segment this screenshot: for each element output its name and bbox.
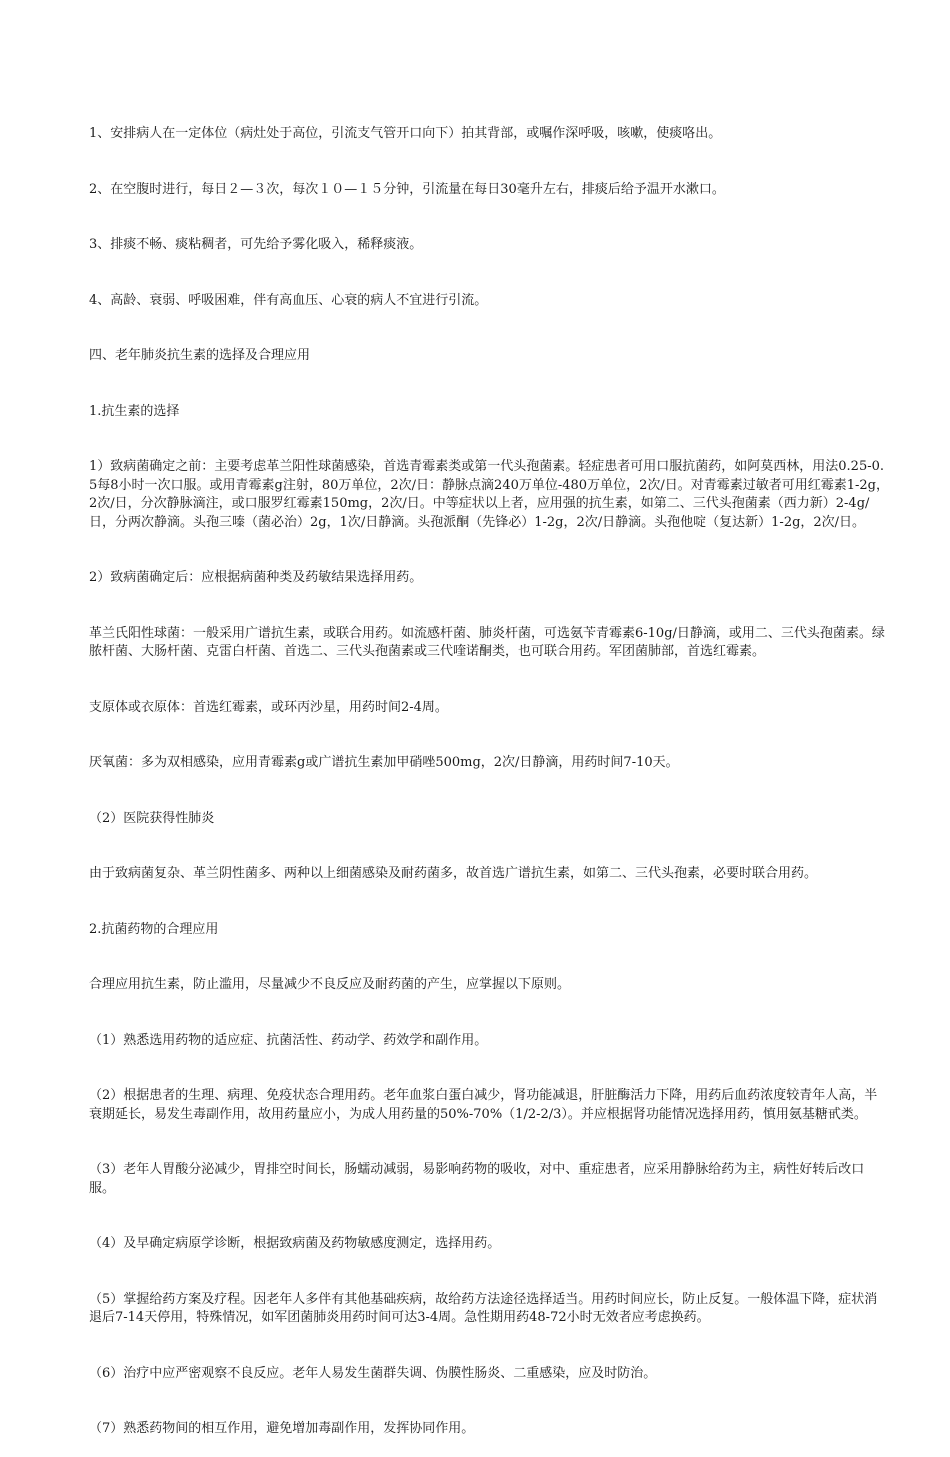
subsection-heading: （2）医院获得性肺炎 [89,810,215,826]
document-body [89,88,889,1457]
list-item: （5）掌握给药方案及疗程。因老年人多伴有其他基础疾病，故给药方法途径选择适当。用药时间应长，防止反复。一般体温下降，症状消退后7-14天停用，特殊情况，如军团菌肺炎用药时间可达3-4周。急性期用药48-72小时无效者应考虑换药。 [89,1291,878,1325]
paragraph: 2）致病菌确定后：应根据病菌种类及药敏结果选择用药。 [89,570,423,585]
list-item: （6）治疗中应严密观察不良反应。老年人易发生菌群失调、伪膜性肠炎、二重感染，应及时防治。 [89,1365,657,1381]
list-item: （2）根据患者的生理、病理、免疫状态合理用药。老年血浆白蛋白减少，肾功能减退，肝脏酶活力下降，用药后血药浓度较青年人高，半衰期延长，易发生毒副作用，故用药量应小，为成人用药量的50%-70%（1/2-2/3）。并应根据肾功能情况选择用药，慎用氨基糖甙类。 [89,1088,878,1122]
subsection-heading: 2.抗菌药物的合理应用 [89,921,219,937]
paragraph: 革兰氏阳性球菌：一般采用广谱抗生素，或联合用药。如流感杆菌、肺炎杆菌，可选氨苄青霉素6-10g/日静滴，或用二、三代头孢菌素。绿脓杆菌、大肠杆菌、克雷白杆菌、首选二、三代头孢菌素或三代喹诺酮类，也可联合用药。军团菌肺部，首选红霉素。 [89,625,885,659]
list-item: （3）老年人胃酸分泌减少，胃排空时间长，肠蠕动减弱，易影响药物的吸收，对中、重症患者，应采用静脉给药为主，病性好转后改口服。 [89,1162,865,1196]
paragraph: 4、高龄、衰弱、呼吸困难，伴有高血压、心衰的病人不宜进行引流。 [89,292,488,308]
paragraph: 3、排痰不畅、痰粘稠者，可先给予雾化吸入，稀释痰液。 [89,237,423,252]
list-item: （4）及早确定病原学诊断，根据致病菌及药物敏感度测定，选择用药。 [89,1236,501,1251]
list-item: （1）熟悉选用药物的适应症、抗菌活性、药动学、药效学和副作用。 [89,1032,488,1048]
paragraph: 由于致病菌复杂、革兰阴性菌多、两种以上细菌感染及耐药菌多，故首选广谱抗生素，如第二、三代头孢素，必要时联合用药。 [89,866,818,881]
paragraph: 1、安排病人在一定体位（病灶处于高位，引流支气管开口向下）拍其背部，或嘱作深呼吸，咳嗽，使痰咯出。 [89,126,722,141]
paragraph: 1）致病菌确定之前：主要考虑革兰阳性球菌感染，首选青霉素类或第一代头孢菌素。轻症患者可用口服抗菌药，如阿莫西林，用法0.25-0.5每8小时一次口服。或用青霉素g注射，80万单位，2次/日：静脉点滴240万单位-480万单位，2次/日。对青霉素过敏者可用红霉素1-2g，2次/日，分次静脉滴注，或口服罗红霉素150mg，2次/日。中等症状以上者，应用强的抗生素，如第二、三代头孢菌素（西力新）2-4g/日，分两次静滴。头孢三嗪（菌必治）2g，1次/日静滴。头孢派酮（先锋必）1-2g，2次/日静滴。头孢他啶（复达新）1-2g，2次/日。 [89,459,889,530]
paragraph: 支原体或衣原体：首选红霉素，或环丙沙星，用药时间2-4周。 [89,699,448,715]
paragraph: 2、在空腹时进行，每日２—３次，每次１０—１５分钟，引流量在每日30毫升左右，排痰后给予温开水漱口。 [89,181,725,197]
list-item: （7）熟悉药物间的相互作用，避免增加毒副作用，发挥协同作用。 [89,1421,475,1436]
subsection-heading: 1.抗生素的选择 [89,403,180,419]
paragraph: 合理应用抗生素，防止滥用，尽量减少不良反应及耐药菌的产生，应掌握以下原则。 [89,977,571,992]
section-heading: 四、老年肺炎抗生素的选择及合理应用 [89,348,311,363]
paragraph: 厌氧菌：多为双相感染，应用青霉素g或广谱抗生素加甲硝唑500mg，2次/日静滴，用药时间7-10天。 [89,755,679,770]
